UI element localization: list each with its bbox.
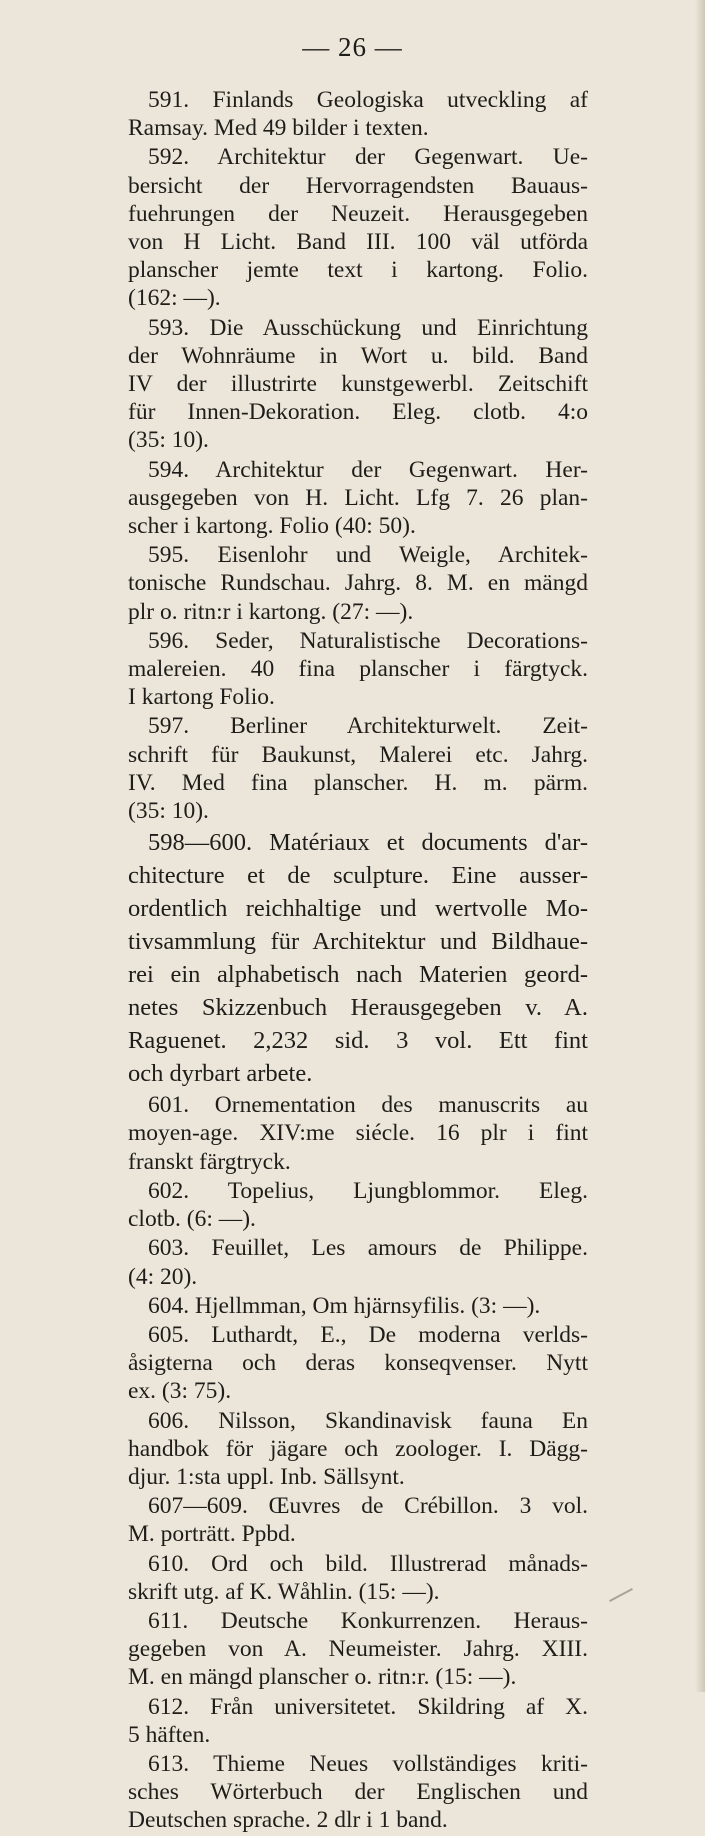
catalog-entry	[128, 1550, 588, 1606]
catalog-entry	[128, 826, 588, 1090]
catalog-entry-list	[128, 86, 588, 1836]
entry-line: 601. Ornementation des manuscrits au	[148, 1092, 588, 1119]
entry-line: tivsammlung für Architektur und Bildhaue-	[128, 928, 588, 956]
catalog-entry	[128, 712, 588, 825]
catalog-entry	[128, 1607, 588, 1692]
entry-line: ex. (3: 75).	[128, 1378, 232, 1405]
entry-line: 606. Nilsson, Skandinavisk fauna En	[148, 1407, 588, 1434]
entry-line: IV der illustrirte kunstgewerbl. Zeitschift	[128, 371, 588, 398]
entry-line: IV. Med fina planscher. H. m. pärm.	[128, 769, 588, 796]
catalog-entry	[128, 1177, 588, 1233]
catalog-entry	[128, 1292, 588, 1320]
entry-line: ordentlich reichhaltige und wertvolle Mo-	[128, 895, 588, 923]
entry-line: (35: 10).	[128, 427, 209, 454]
pencil-mark	[609, 1588, 633, 1602]
entry-line: 603. Feuillet, Les amours de Philippe.	[148, 1235, 588, 1262]
entry-line: (4: 20).	[128, 1263, 198, 1290]
entry-line: 591. Finlands Geologiska utveckling af	[148, 87, 588, 113]
entry-line: 605. Luthardt, E., De moderna verlds-	[148, 1321, 588, 1348]
entry-line: der Wohnräume in Wort u. bild. Band	[128, 342, 588, 369]
entry-line: moyen-age. XIV:me siécle. 16 plr i fint	[128, 1120, 588, 1147]
entry-line: netes Skizzenbuch Herausgegeben v. A.	[128, 994, 588, 1022]
entry-line: handbok för jägare och zoologer. I. Dägg-	[128, 1435, 588, 1462]
entry-line: malereien. 40 fina planscher i färgtyck.	[128, 656, 588, 683]
entry-line: 5 häften.	[128, 1721, 211, 1748]
entry-line: bersicht der Hervorragendsten Bauaus-	[128, 172, 588, 199]
entry-line: tonische Rundschau. Jahrg. 8. M. en mängd	[128, 570, 588, 597]
entry-line: 597. Berliner Architekturwelt. Zeit-	[148, 713, 588, 740]
entry-line: skrift utg. af K. Wåhlin. (15: —).	[128, 1578, 440, 1605]
entry-line: fuehrungen der Neuzeit. Herausgegeben	[128, 200, 588, 227]
catalog-entry	[128, 143, 588, 312]
entry-line: Ramsay. Med 49 bilder i texten.	[128, 115, 429, 142]
catalog-entry	[128, 1750, 588, 1835]
entry-line: 598—600. Matériaux et documents d'ar-	[148, 829, 588, 857]
catalog-entry	[128, 456, 588, 541]
catalog-entry	[128, 627, 588, 712]
entry-line: I kartong Folio.	[128, 684, 275, 711]
entry-line: 610. Ord och bild. Illustrerad månads-	[148, 1550, 588, 1577]
entry-line: schrift für Baukunst, Malerei etc. Jahrg.	[128, 741, 588, 768]
entry-line: chitecture et de sculpture. Eine ausser-	[128, 862, 588, 890]
entry-line: djur. 1:sta uppl. Inb. Sällsynt.	[128, 1463, 405, 1490]
entry-line: M. porträtt. Ppbd.	[128, 1521, 296, 1548]
entry-line: 611. Deutsche Konkurrenzen. Heraus-	[148, 1607, 588, 1634]
entry-line: (162: —).	[128, 285, 221, 312]
entry-line: 592. Architektur der Gegenwart. Ue-	[148, 144, 588, 171]
entry-line: 604. Hjellmman, Om hjärnsyfilis. (3: —).	[148, 1292, 541, 1319]
entry-line: gegeben von A. Neumeister. Jahrg. XIII.	[128, 1636, 588, 1663]
page-edge-shadow	[695, 0, 705, 1692]
entry-line: Deutschen sprache. 2 dlr i 1 band.	[128, 1807, 448, 1834]
entry-line: scher i kartong. Folio (40: 50).	[128, 513, 416, 540]
entry-line: sches Wörterbuch der Englischen und	[128, 1779, 588, 1806]
entry-line: 593. Die Ausschückung und Einrichtung	[148, 314, 588, 341]
catalog-entry	[128, 86, 588, 142]
entry-line: plr o. ritn:r i kartong. (27: —).	[128, 598, 414, 625]
entry-line: 613. Thieme Neues vollständiges kriti-	[148, 1750, 588, 1777]
entry-line: rei ein alphabetisch nach Materien geord-	[128, 961, 588, 989]
catalog-entry	[128, 1091, 588, 1176]
entry-line: franskt färgtryck.	[128, 1148, 291, 1175]
entry-line: planscher jemte text i kartong. Folio.	[128, 257, 588, 284]
entry-line: 602. Topelius, Ljungblommor. Eleg.	[148, 1177, 588, 1204]
page-number: — 26 —	[302, 32, 403, 62]
entry-line: och dyrbart arbete.	[128, 1060, 313, 1088]
entry-line: 594. Architektur der Gegenwart. Her-	[148, 456, 588, 483]
catalog-entry	[128, 314, 588, 455]
entry-line: 612. Från universitetet. Skildring af X.	[148, 1693, 588, 1720]
catalog-entry	[128, 1492, 588, 1548]
entry-line: 595. Eisenlohr und Weigle, Architek-	[148, 542, 588, 569]
entry-line: 596. Seder, Naturalistische Decorations-	[148, 627, 588, 654]
catalog-entry	[128, 1234, 588, 1290]
entry-line: M. en mängd planscher o. ritn:r. (15: —).	[128, 1664, 517, 1691]
catalog-entry	[128, 1321, 588, 1406]
entry-line: 607—609. Œuvres de Crébillon. 3 vol.	[148, 1493, 588, 1520]
entry-line: clotb. (6: —).	[128, 1206, 256, 1233]
entry-line: von H Licht. Band III. 100 väl utförda	[128, 229, 588, 256]
entry-line: åsigterna och deras konseqvenser. Nytt	[128, 1350, 588, 1377]
entry-line: ausgegeben von H. Licht. Lfg 7. 26 plan-	[128, 484, 588, 511]
catalog-entry	[128, 1693, 588, 1749]
catalog-entry	[128, 541, 588, 626]
catalog-entry	[128, 1407, 588, 1492]
entry-line: (35: 10).	[128, 798, 209, 825]
entry-line: Raguenet. 2,232 sid. 3 vol. Ett fint	[128, 1027, 588, 1055]
entry-line: für Innen-Dekoration. Eleg. clotb. 4:o	[128, 399, 588, 426]
